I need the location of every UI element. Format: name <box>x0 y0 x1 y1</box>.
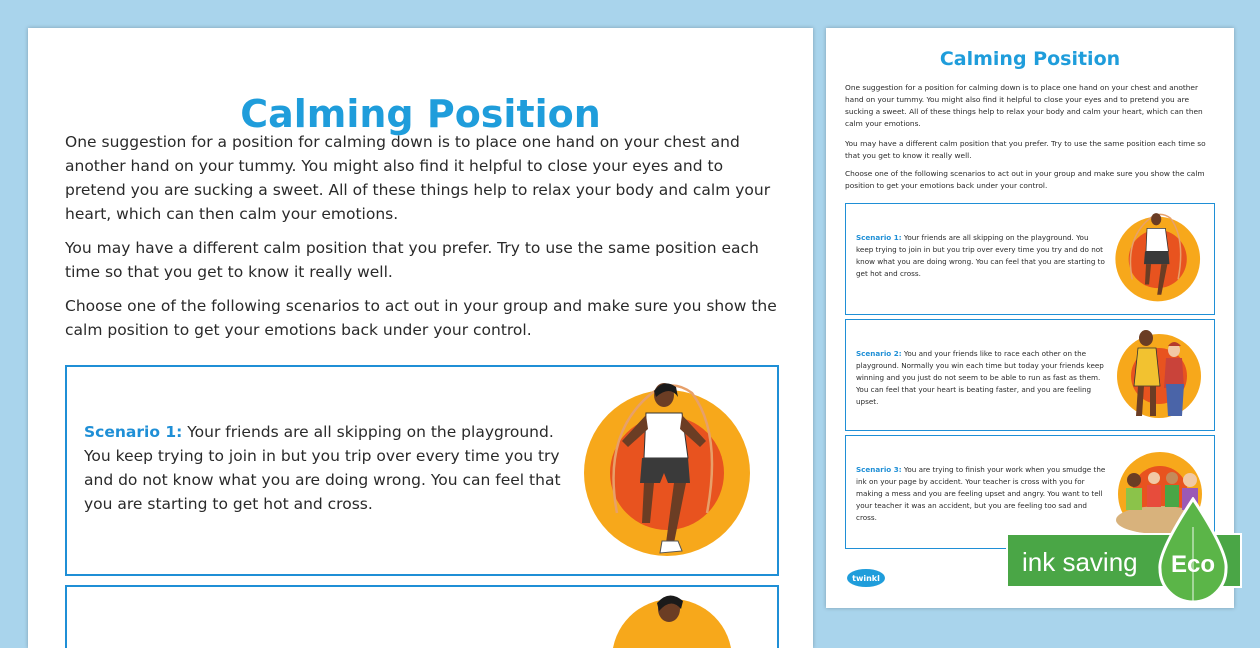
skipping-girl-illustration <box>582 373 757 573</box>
scenario-1-body: Your friends are all skipping on the playground. You keep trying to join in but you trip over every time you try and do not know what you are doing wrong. You can feel that you are starting to get hot and cross. <box>84 423 561 513</box>
preference-paragraph: You may have a different calm position that you prefer. Try to use the same position each time so that you get to know it really well. <box>65 239 759 281</box>
twinkl-logo-text: twinkl <box>852 574 880 583</box>
intro-paragraph: One suggestion for a position for calming down is to place one hand on your chest and another hand on your tummy. You might also find it helpful to close your eyes and to pretend you are sucking a sweet. All of these things help to relax your body and calm your heart, which can then calm your emotions. <box>65 133 771 223</box>
scenario-1-box <box>65 365 779 576</box>
twinkl-logo <box>846 568 886 588</box>
scenario-2-illustration-partial <box>607 589 737 648</box>
scenario-1-text-small: Scenario 1: Your friends are all skipping on the playground. You keep trying to join in but you trip over every time you try and do not know what you are doing wrong. You can feel that you are starting to get hot and cross. <box>856 233 1105 278</box>
ink-saving-label: ink saving <box>1022 547 1138 577</box>
instruction-paragraph-small: Choose one of the following scenarios to act out in your group and make sure you show the calm position to get your emotions back under your control. <box>845 169 1205 190</box>
scenario-2-text-small: Scenario 2: You and your friends like to race each other on the playground. Normally you win each time but today your friends keep winning and you just do not seem to be able to run as fast as them. You can feel that your heart is beating faster, and you are feeling upset. <box>856 349 1104 406</box>
instruction-paragraph: Choose one of the following scenarios to act out in your group and make sure you show the calm position to get your emotions back under your control. <box>65 297 777 339</box>
racing-friends-illustration-small <box>1114 324 1204 426</box>
eco-label: Eco <box>1170 551 1216 578</box>
preference-paragraph-small: You may have a different calm position that you prefer. Try to use the same position each time so that you get to know it really well. <box>845 139 1206 160</box>
scenario-1-label: Scenario 1: <box>84 423 183 441</box>
eco-leaf-icon <box>1148 497 1238 609</box>
page-title: Calming Position <box>240 92 601 136</box>
intro-paragraph-small: One suggestion for a position for calming down is to place one hand on your chest and another hand on your tummy. You might also find it helpful to close your eyes and to pretend you are sucking a sweet. All of these things help to relax your body and calm your heart, which can then calm your emotions. <box>845 83 1203 128</box>
page-title-small: Calming Position <box>939 48 1121 70</box>
scenario-3-text-small: Scenario 3: You are trying to finish your work when you smudge the ink on your page by accident. Your teacher is cross with you for making a mess and you are feeling upset and angry. You want to tell your teacher it was an accident, but you are feeling too sad and cross. <box>856 465 1106 522</box>
scenario-1-box-small <box>845 203 1215 315</box>
scenario-2-box-partial <box>65 585 779 648</box>
scenario-2-box-small <box>845 319 1215 431</box>
skipping-girl-illustration-small <box>1114 208 1204 310</box>
scenario-1-text <box>84 420 574 516</box>
page-preview-large <box>28 28 813 648</box>
girl-shoe <box>660 541 682 553</box>
